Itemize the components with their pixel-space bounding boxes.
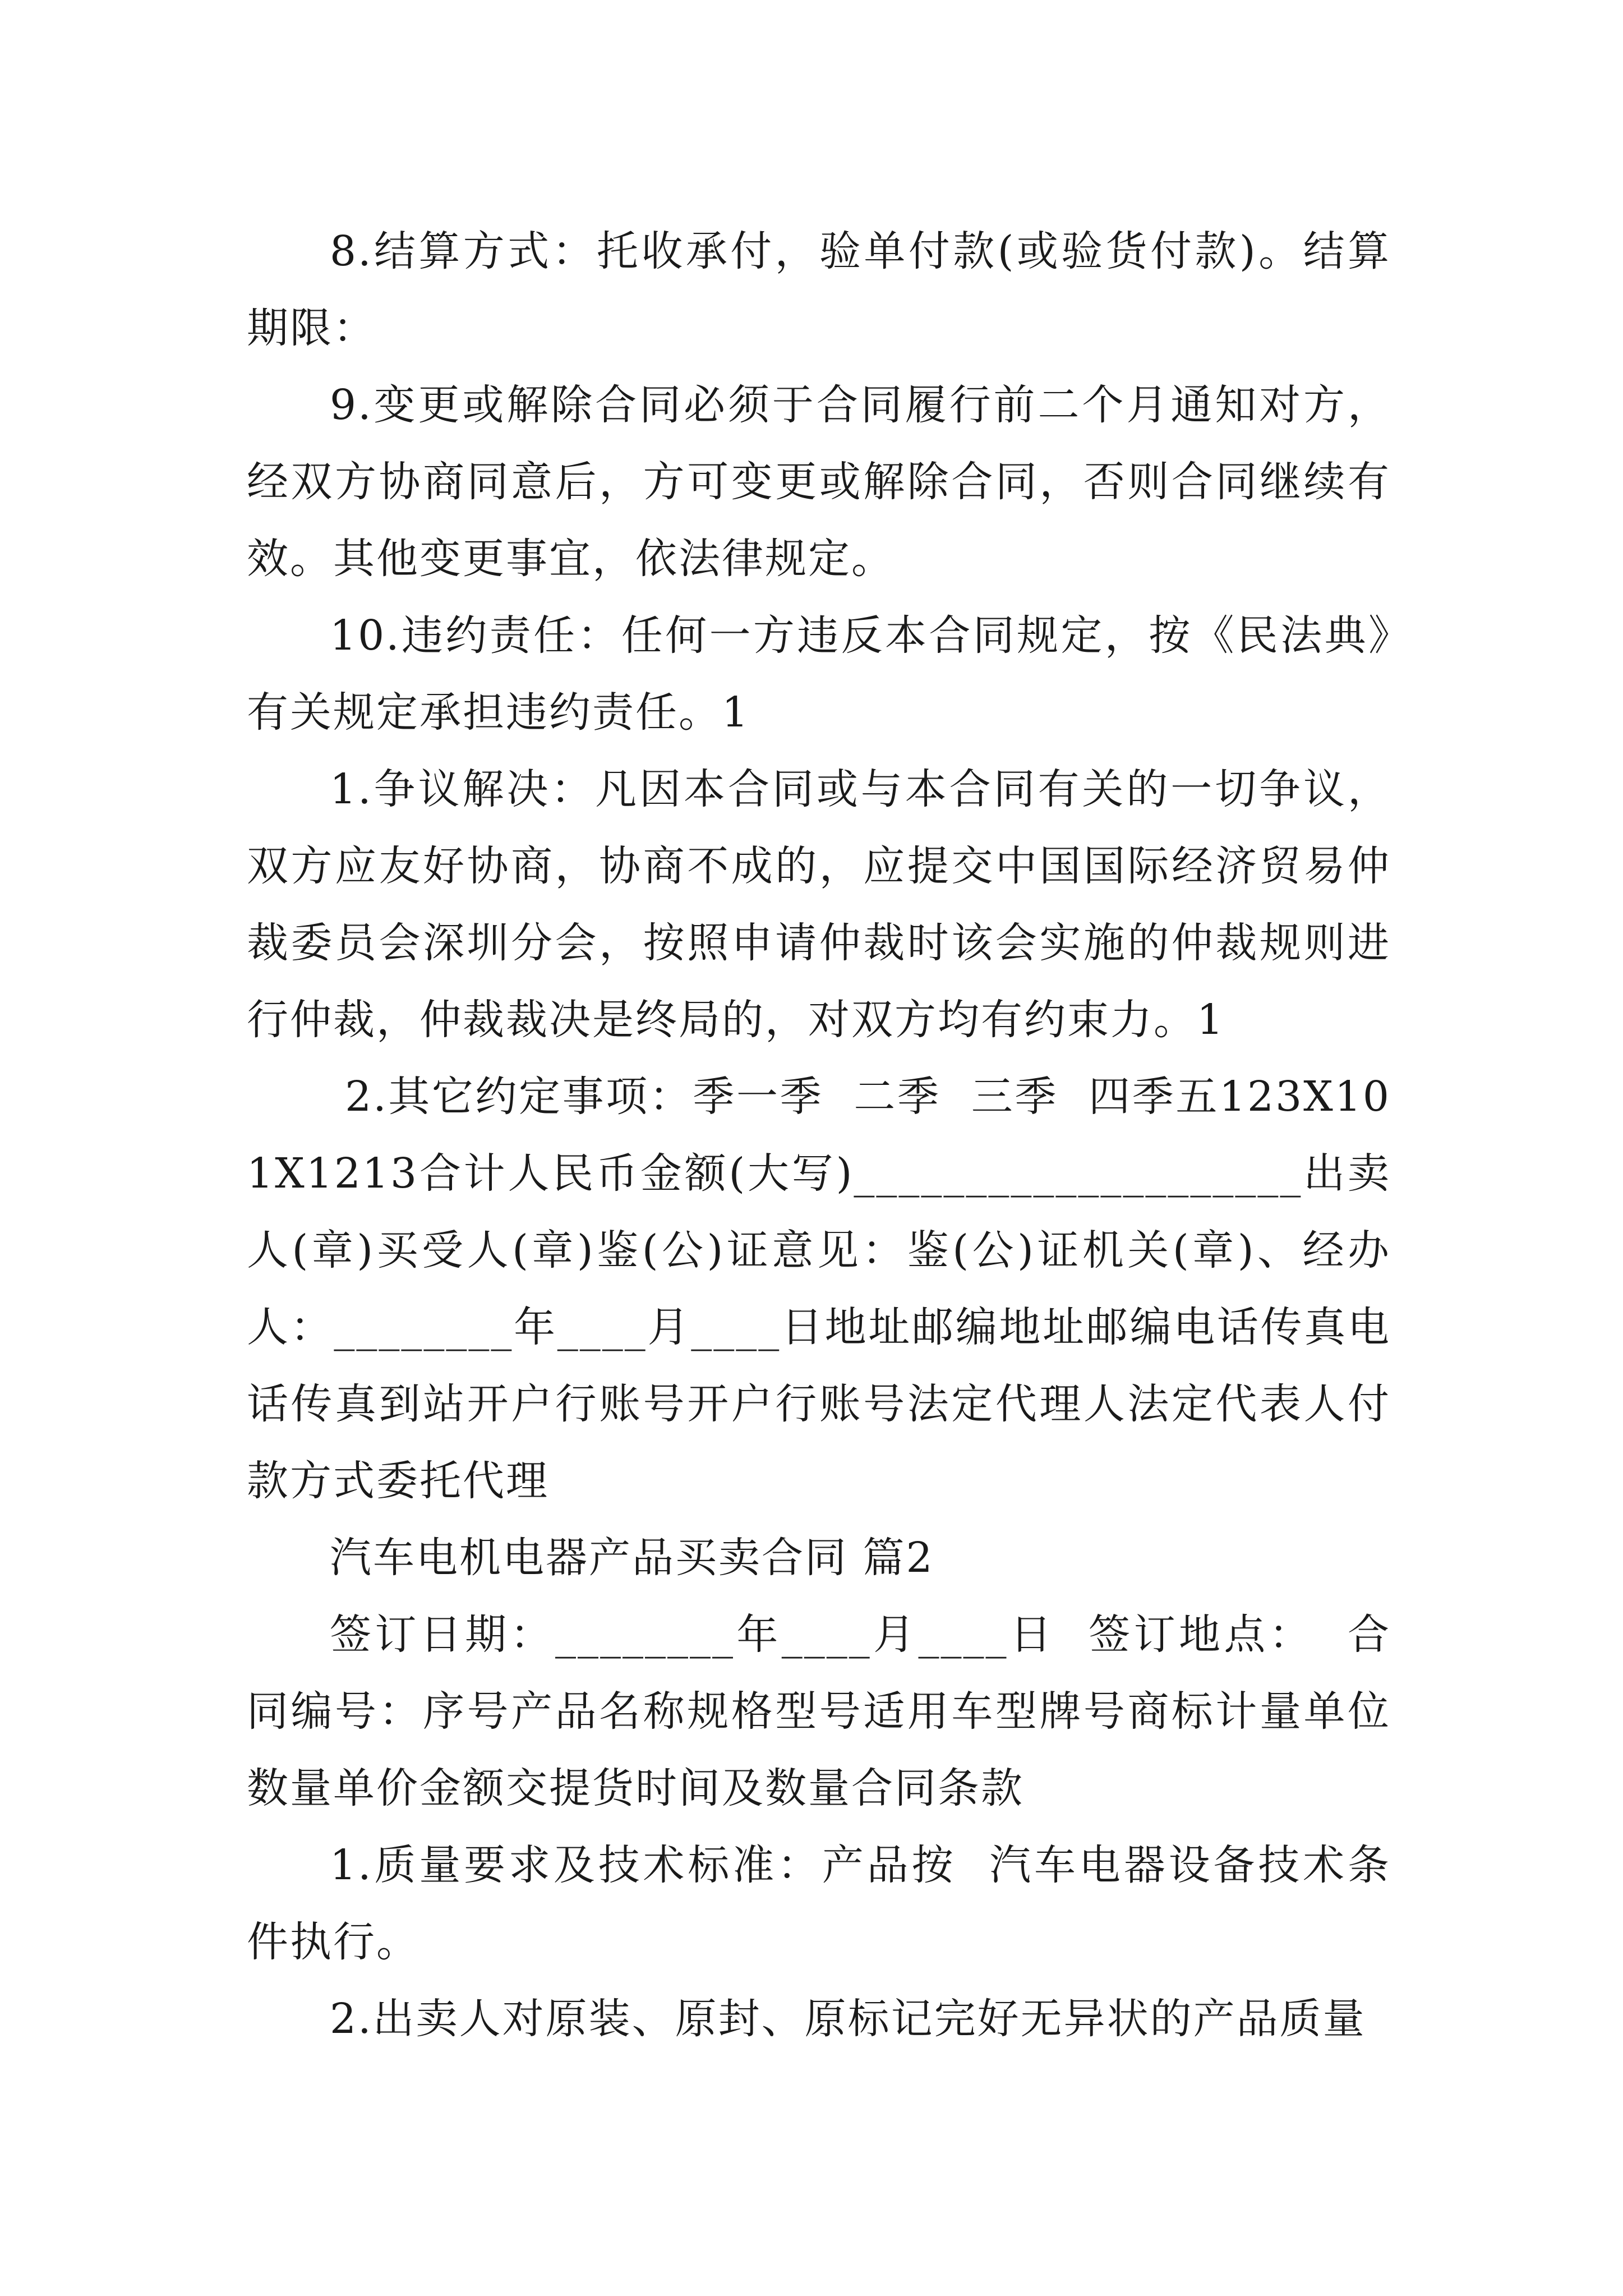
paragraph-seller-quality: 2.出卖人对原装、原封、原标记完好无异状的产品质量	[330, 1995, 1366, 2043]
paragraph-dispute-resolution: 1.争议解决：凡因本合同或与本合同有关的一切争议，双方应友好协商，协商不成的，应提交中国国际经济贸易仲裁委员会深圳分会，按照申请仲裁时该会实施的仲裁规则进行仲裁，仲裁裁决是终局的，对双方均有约束力。1	[247, 765, 1391, 1044]
paragraph-contract-change: 9.变更或解除合同必须于合同履行前二个月通知对方，经双方协商同意后，方可变更或解除合同，否则合同继续有效。其他变更事宜，依法律规定。	[247, 381, 1391, 583]
paragraph-settlement: 8.结算方式：托收承付，验单付款(或验货付款)。结算期限：	[247, 227, 1391, 352]
paragraph-other-terms: 2.其它约定事项：季一季 二季 三季 四季五123X101X1213合计人民币金额(大写)____________________出卖人(章)买受人(章)鉴(公)证意见：鉴(公)证机关(章)、经办人：________年____月____日地址邮编地址邮编电话传真电话传真到站开户行账号开户行账号法定代理人法定代表人付款方式委托代理	[247, 1073, 1391, 1505]
paragraph-quality-standard: 1.质量要求及技术标准：产品按 汽车电器设备技术条件执行。	[247, 1841, 1391, 1966]
section-title: 汽车电机电器产品买卖合同 篇2	[330, 1534, 934, 1582]
paragraph-signing-info: 签订日期：________年____月____日 签订地点： 合同编号：序号产品名称规格型号适用车型牌号商标计量单位数量单价金额交提货时间及数量合同条款	[247, 1611, 1391, 1812]
document-page	[247, 213, 1391, 2154]
paragraph-liability: 10.违约责任：任何一方违反本合同规定，按《民法典》有关规定承担违约责任。1	[247, 611, 1391, 737]
